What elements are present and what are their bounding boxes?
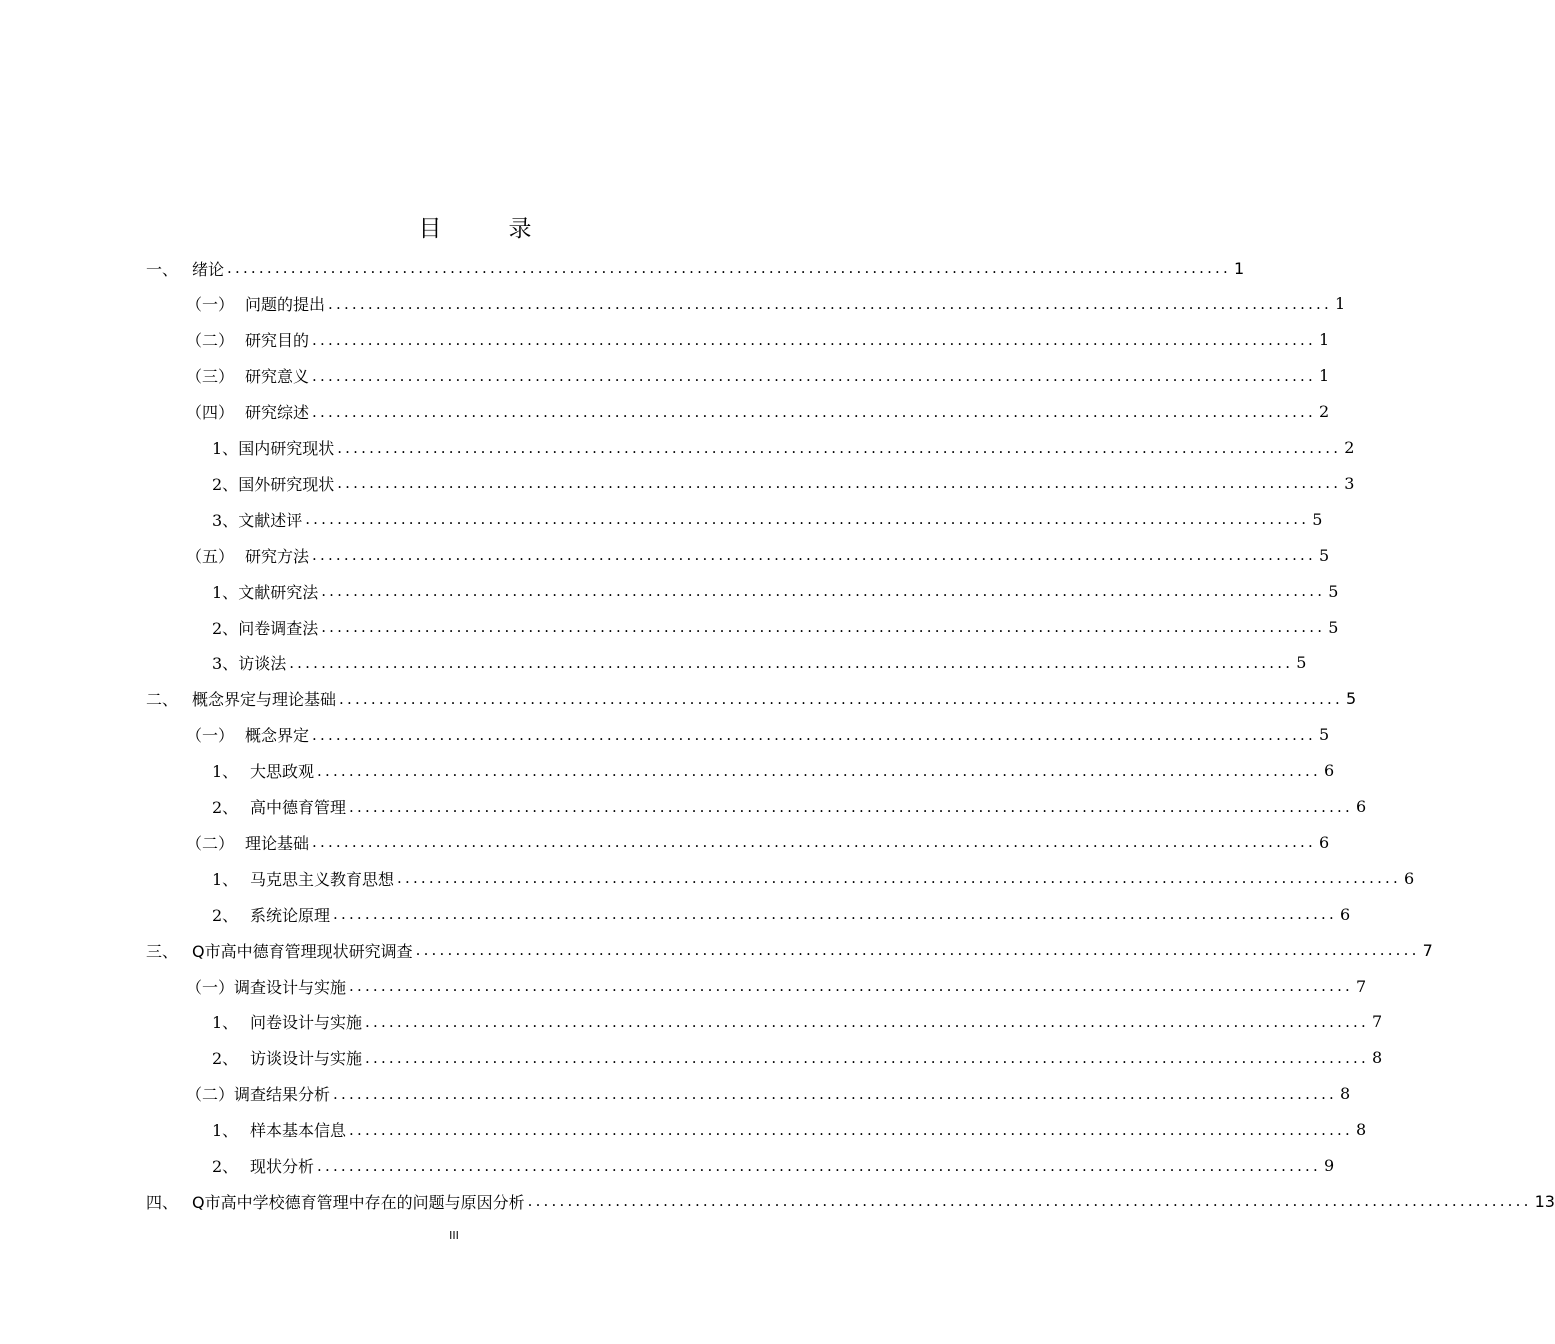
toc-entry-label: 问卷设计与实施	[250, 1013, 363, 1033]
toc-dot-leader: ..............................................................................................................................	[312, 833, 1316, 852]
toc-entry-label: Q市高中德育管理现状研究调查	[192, 941, 413, 961]
toc-entry-page-number: 7	[1356, 976, 1367, 996]
toc-entry-number: 1、	[212, 1121, 239, 1141]
toc-entry[interactable]	[0, 968, 1367, 1004]
toc-entry-page-number: 6	[1319, 832, 1330, 852]
toc-dot-leader: ..............................................................................................................................	[289, 653, 1294, 672]
toc-dot-leader: ..............................................................................................................................	[317, 1156, 1321, 1175]
toc-entry-number: （二）	[186, 1085, 235, 1105]
toc-entry-label: 国内研究现状	[238, 439, 335, 458]
toc-entry-number: （五）	[186, 546, 235, 566]
toc-entry-page-number: 5	[1319, 725, 1330, 745]
toc-entry-label: 大思政观	[250, 762, 315, 782]
toc-dot-leader: ..............................................................................................................................	[349, 797, 1353, 816]
table-of-contents	[0, 250, 1555, 1212]
toc-entry-label: 文献研究法	[238, 582, 319, 602]
toc-entry-page-number: 3	[1344, 473, 1355, 493]
toc-entry-label: 系统论原理	[250, 905, 331, 925]
toc-entry-page-number: 8	[1356, 1120, 1367, 1140]
toc-dot-leader: ..............................................................................................................................	[415, 941, 1420, 960]
toc-entry-label: 理论基础	[245, 833, 310, 853]
toc-entry[interactable]	[0, 824, 1330, 860]
toc-entry-label: 文献述评	[238, 510, 303, 530]
toc-dot-leader: ..............................................................................................................................	[312, 330, 1316, 349]
toc-entry-label: 调查设计与实施	[234, 977, 347, 997]
toc-entry[interactable]	[0, 1076, 1351, 1112]
toc-dot-leader: ..............................................................................................................................	[321, 582, 1326, 601]
toc-dot-leader: ..............................................................................................................................	[312, 402, 1316, 421]
toc-entry-number: 1、	[212, 439, 239, 458]
toc-entry-page-number: 2	[1319, 402, 1330, 422]
toc-entry-page-number: 1	[1319, 366, 1330, 386]
toc-entry-page-number: 5	[1328, 617, 1339, 637]
toc-dot-leader: ..............................................................................................................................	[349, 977, 1354, 995]
toc-entry-number: （二）	[186, 833, 235, 853]
toc-entry-label: 研究综述	[245, 403, 310, 423]
toc-entry-label: 研究意义	[245, 367, 310, 387]
toc-dot-leader: ..............................................................................................................................	[333, 1084, 1338, 1103]
toc-dot-leader: ..............................................................................................................................	[333, 905, 1337, 924]
toc-entry-page-number: 5	[1346, 689, 1357, 709]
toc-entry-page-number: 1	[1234, 258, 1245, 278]
toc-entry[interactable]	[0, 430, 1355, 466]
toc-dot-leader: ..............................................................................................................................	[312, 366, 1316, 385]
toc-entry-number: 一、	[146, 259, 179, 279]
toc-entry-page-number: 1	[1319, 330, 1330, 350]
toc-dot-leader: ..............................................................................................................................	[321, 618, 1326, 636]
toc-entry-page-number: 7	[1372, 1012, 1383, 1032]
toc-entry-number: 1、	[212, 762, 239, 782]
toc-entry[interactable]	[0, 717, 1330, 753]
toc-entry-page-number: 5	[1319, 545, 1330, 565]
toc-entry-page-number: 2	[1344, 438, 1355, 457]
toc-entry-number: 三、	[146, 941, 179, 961]
toc-dot-leader: ..............................................................................................................................	[365, 1048, 1369, 1067]
toc-entry[interactable]	[0, 609, 1339, 645]
toc-entry[interactable]	[0, 1148, 1335, 1184]
toc-entry-page-number: 6	[1324, 761, 1335, 781]
toc-entry[interactable]	[0, 286, 1346, 322]
toc-entry-label: Q市高中学校德育管理中存在的问题与原因分析	[192, 1192, 525, 1212]
toc-entry-number: （一）	[186, 726, 235, 746]
toc-entry-page-number: 6	[1356, 797, 1367, 816]
toc-entry-number: （一）	[186, 977, 235, 997]
toc-entry-page-number: 8	[1372, 1048, 1383, 1068]
toc-dot-leader: ..............................................................................................................................	[328, 294, 1332, 313]
toc-dot-leader: ..............................................................................................................................	[312, 546, 1316, 565]
toc-entry-number: 3、	[212, 654, 239, 674]
toc-entry[interactable]	[0, 1112, 1367, 1148]
toc-dot-leader: ..............................................................................................................................	[349, 1120, 1353, 1139]
toc-entry[interactable]	[0, 358, 1330, 394]
toc-entry-number: 2、	[212, 798, 239, 817]
toc-entry-number: （四）	[186, 403, 235, 423]
toc-dot-leader: ..............................................................................................................................	[305, 510, 1310, 529]
toc-entry-number: 3、	[212, 510, 239, 530]
toc-entry[interactable]	[0, 753, 1335, 789]
toc-entry-number: 2、	[212, 905, 239, 925]
toc-entry-page-number: 7	[1422, 940, 1433, 960]
toc-entry[interactable]	[0, 1004, 1383, 1040]
toc-entry-page-number: 5	[1312, 509, 1323, 529]
page-number-footer: III	[449, 1229, 459, 1242]
toc-entry-number: 2、	[212, 1049, 239, 1069]
toc-dot-leader: ..............................................................................................................................	[527, 1192, 1532, 1211]
toc-entry-page-number: 6	[1340, 904, 1351, 924]
toc-entry-number: 二、	[146, 690, 179, 710]
toc-dot-leader: ..............................................................................................................................	[337, 474, 1342, 493]
toc-dot-leader: ..............................................................................................................................	[339, 689, 1343, 708]
toc-entry-page-number: 9	[1324, 1156, 1335, 1175]
toc-entry-label: 马克思主义教育思想	[250, 869, 395, 889]
toc-entry[interactable]	[0, 681, 1357, 717]
toc-entry-label: 概念界定	[245, 726, 310, 746]
toc-dot-leader: ..............................................................................................................................	[337, 438, 1342, 457]
toc-entry[interactable]	[0, 501, 1323, 537]
toc-entry-label: 样本基本信息	[250, 1121, 347, 1141]
toc-dot-leader: ..............................................................................................................................	[397, 869, 1401, 888]
toc-entry[interactable]	[0, 537, 1330, 573]
toc-entry-number: 1、	[212, 582, 239, 602]
toc-entry-label: 概念界定与理论基础	[192, 690, 337, 710]
toc-dot-leader: ..............................................................................................................................	[312, 725, 1316, 744]
toc-entry-page-number: 5	[1296, 653, 1307, 673]
toc-entry-number: 1、	[212, 1013, 239, 1033]
toc-entry-label: 绪论	[192, 259, 225, 279]
toc-entry-label: 调查结果分析	[234, 1085, 331, 1105]
toc-dot-leader: ..............................................................................................................................	[227, 259, 1231, 277]
toc-entry[interactable]	[0, 1040, 1383, 1076]
toc-entry-label: 现状分析	[250, 1157, 315, 1176]
toc-entry[interactable]	[0, 896, 1351, 932]
toc-entry-number: （二）	[186, 331, 235, 351]
toc-entry[interactable]	[0, 789, 1367, 825]
page-title: 目 录	[418, 216, 554, 242]
toc-entry-number: 四、	[146, 1192, 179, 1212]
toc-entry-number: 2、	[212, 1157, 239, 1176]
toc-entry[interactable]	[0, 465, 1355, 501]
toc-entry-number: 2、	[212, 474, 239, 494]
toc-entry-page-number: 13	[1534, 1191, 1555, 1211]
toc-entry-label: 研究目的	[245, 331, 310, 351]
toc-entry-label: 国外研究现状	[238, 474, 335, 494]
toc-entry[interactable]	[0, 645, 1307, 681]
toc-entry[interactable]	[0, 394, 1330, 430]
toc-entry-page-number: 8	[1340, 1084, 1351, 1104]
toc-entry[interactable]	[0, 322, 1330, 358]
toc-entry[interactable]	[0, 932, 1433, 968]
toc-dot-leader: ..............................................................................................................................	[317, 761, 1321, 780]
toc-entry[interactable]	[0, 1183, 1555, 1219]
toc-entry-label: 访谈设计与实施	[250, 1049, 363, 1069]
toc-entry-page-number: 1	[1335, 294, 1346, 314]
toc-entry-label: 访谈法	[238, 654, 287, 674]
toc-entry-page-number: 6	[1404, 868, 1415, 888]
toc-entry-number: 1、	[212, 869, 239, 889]
toc-entry[interactable]	[0, 250, 1245, 286]
toc-entry-label: 问卷调查法	[238, 618, 319, 638]
toc-entry[interactable]	[0, 573, 1339, 609]
toc-entry-number: （一）	[186, 295, 235, 315]
toc-entry-label: 问题的提出	[245, 295, 326, 315]
toc-dot-leader: ..............................................................................................................................	[365, 1012, 1369, 1031]
toc-entry-number: 2、	[212, 618, 239, 638]
toc-entry[interactable]	[0, 860, 1415, 896]
toc-entry-number: （三）	[186, 367, 235, 387]
toc-entry-label: 高中德育管理	[250, 798, 347, 817]
toc-entry-page-number: 5	[1328, 581, 1339, 601]
toc-entry-label: 研究方法	[245, 546, 310, 566]
